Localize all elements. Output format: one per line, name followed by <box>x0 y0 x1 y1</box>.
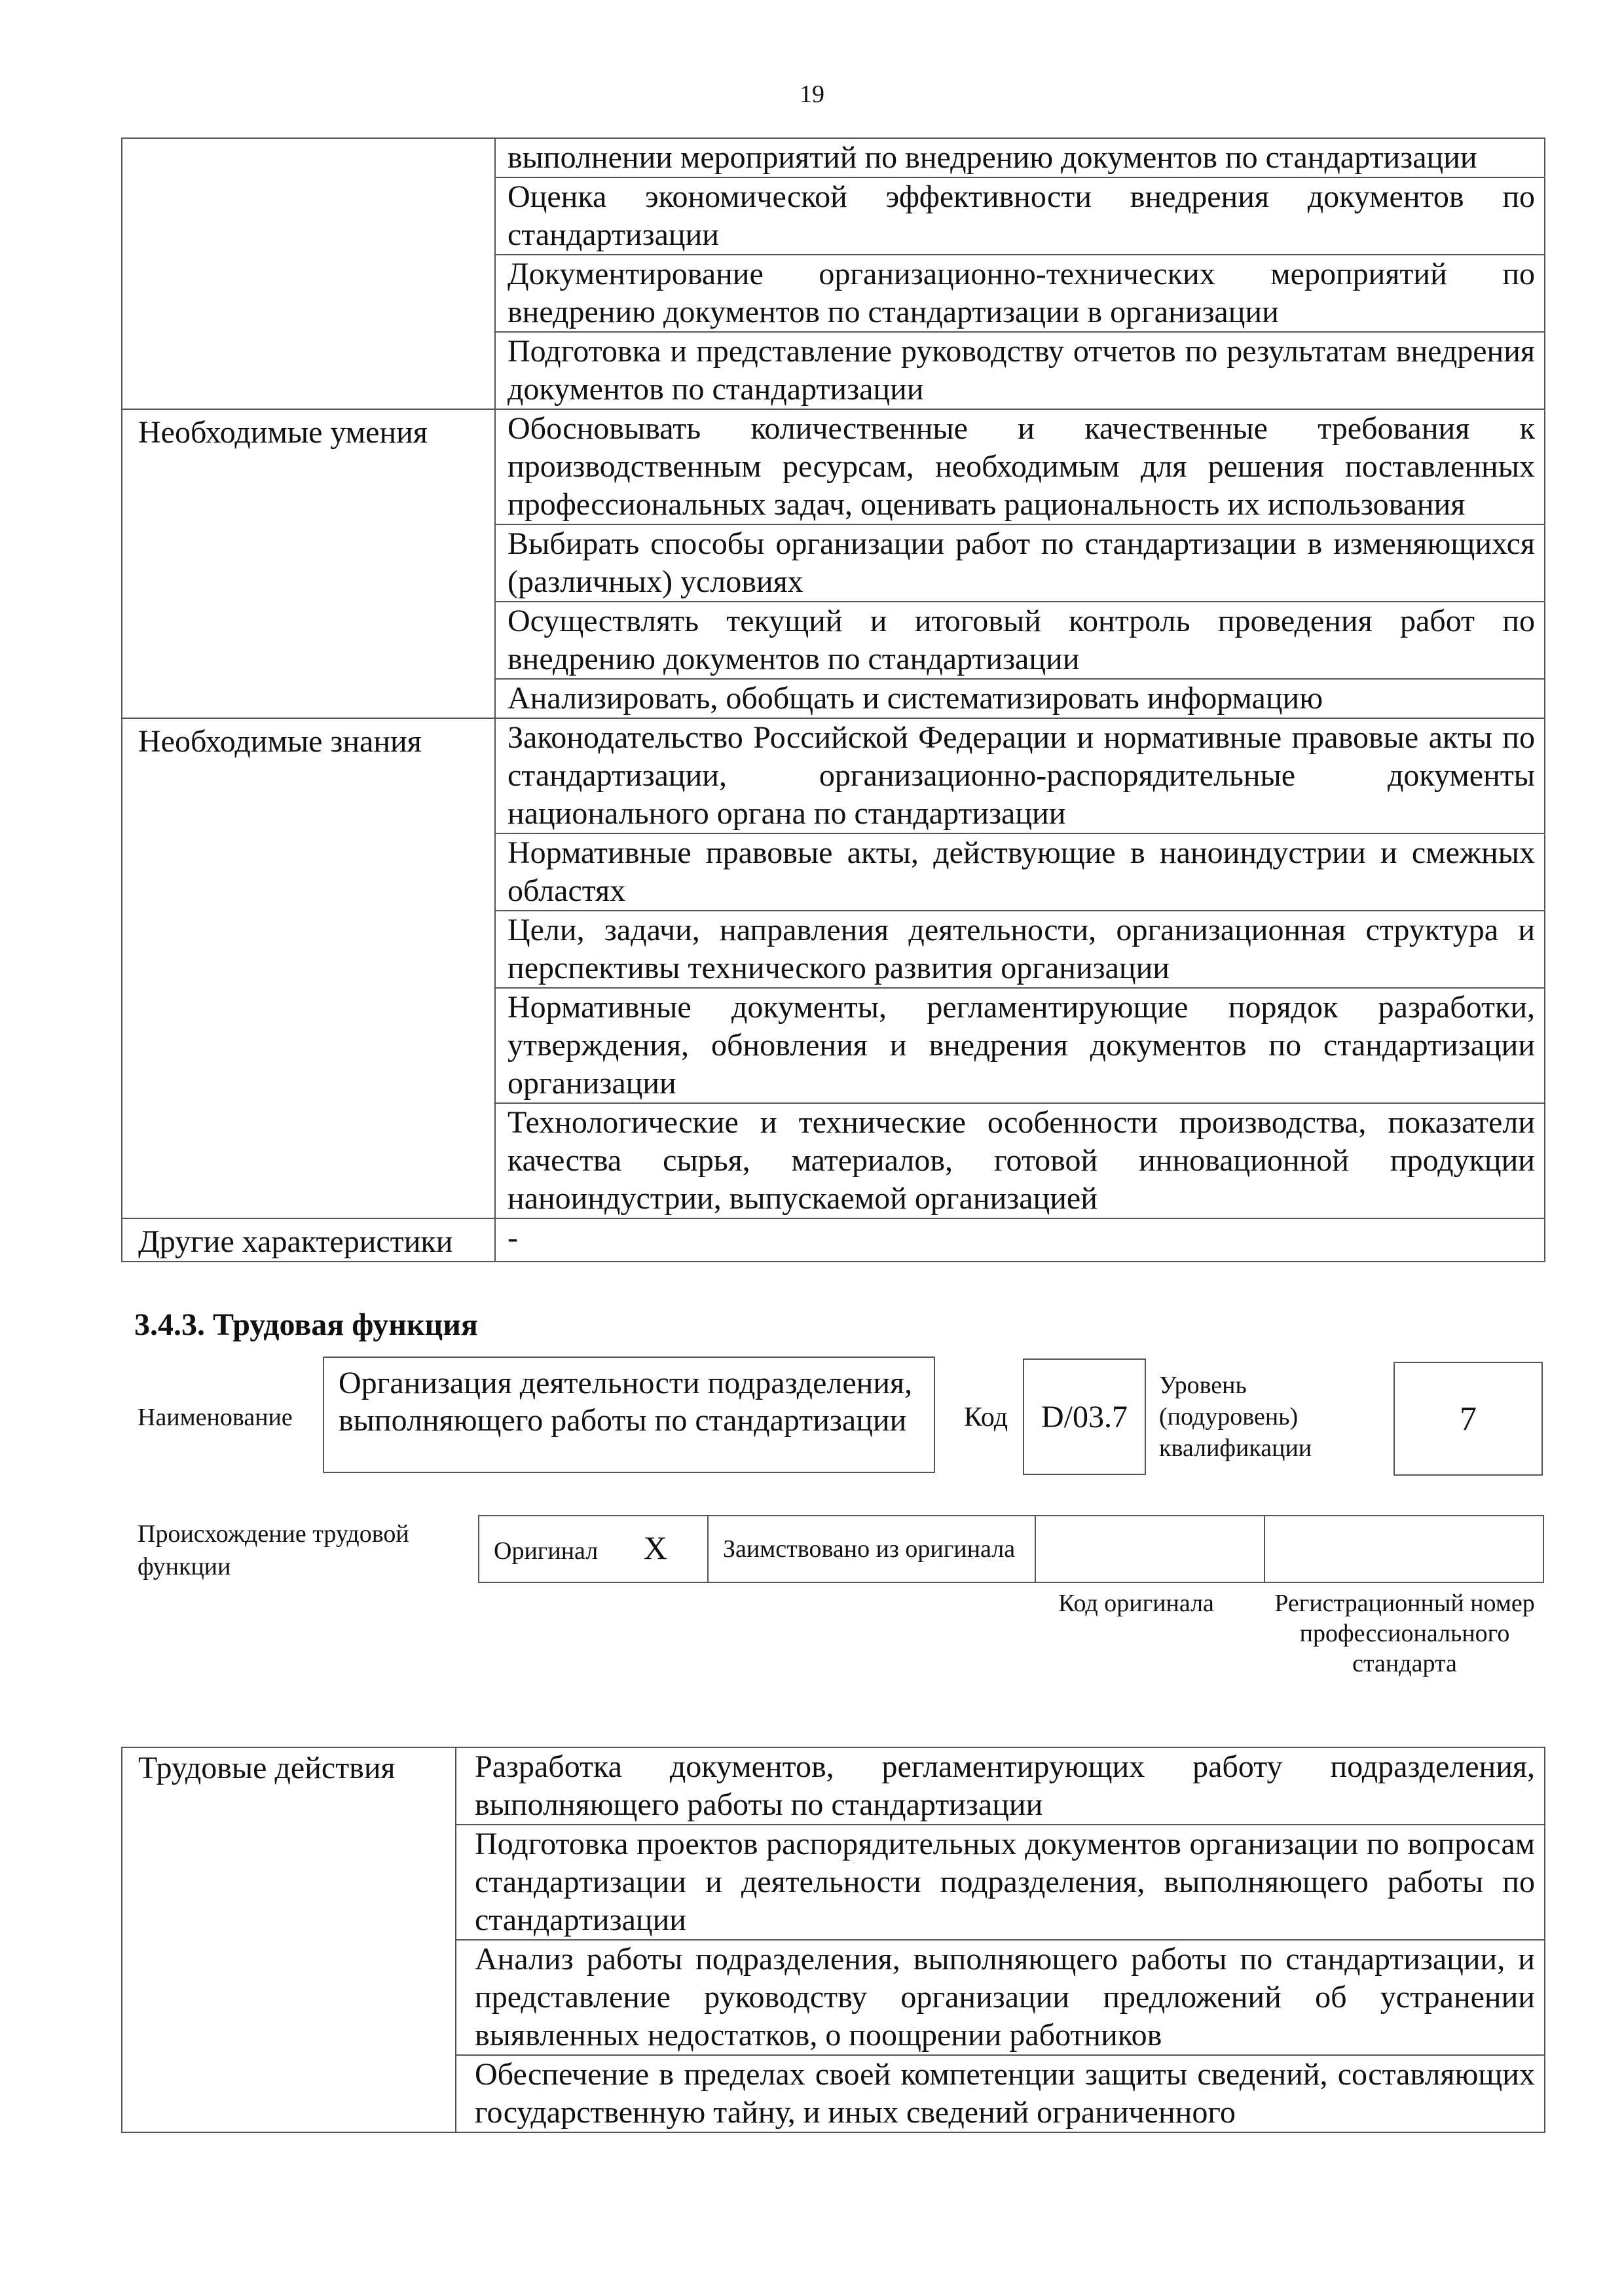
row-label-actions: Трудовые действия <box>122 1747 456 2132</box>
origin-label: Происхождение трудовой функции <box>138 1520 409 1580</box>
page-number: 19 <box>800 81 824 108</box>
borrowed-cell: Заимствовано из оригинала <box>708 1516 1035 1582</box>
code-label: Код <box>964 1402 1008 1432</box>
code-caption: Код оригинала <box>1058 1590 1214 1617</box>
level-box: 7 <box>1393 1362 1543 1476</box>
row-label-knowledge: Необходимые знания <box>122 718 495 1218</box>
reg-number-cell <box>1264 1516 1543 1582</box>
table-cell: - <box>495 1218 1545 1262</box>
original-mark: X <box>643 1529 667 1566</box>
row-label-skills: Необходимые умения <box>122 409 495 718</box>
table-cell: Обосновывать количественные и качественные требования к производственным ресурсам, необходимым для решения поставленных профессиональных задач, оценивать рациональность их использования <box>495 409 1545 524</box>
competency-table <box>121 137 1545 1262</box>
table-cell: Документирование организационно-технических мероприятий по внедрению документов по стандартизации в организации <box>495 255 1545 332</box>
table-row <box>122 409 1545 524</box>
code-box: D/03.7 <box>1023 1358 1146 1475</box>
table-cell: Нормативные документы, регламентирующие порядок разработки, утверждения, обновления и внедрения документов по стандартизации организации <box>495 988 1545 1103</box>
original-label: Оригинал <box>494 1537 599 1565</box>
name-label: Наименование <box>138 1404 293 1431</box>
table-cell: Анализ работы подразделения, выполняющего работы по стандартизации, и представление руководству организации предложений об устранении выявленных недостатков, о поощрении работников <box>456 1940 1545 2055</box>
actions-table <box>121 1747 1545 2133</box>
table-cell: Нормативные правовые акты, действующие в наноиндустрии и смежных областях <box>495 833 1545 911</box>
row-label-other: Другие характеристики <box>122 1218 495 1262</box>
table-cell: Осуществлять текущий и итоговый контроль проведения работ по внедрению документов по стандартизации <box>495 602 1545 679</box>
table-cell: Цели, задачи, направления деятельности, организационная структура и перспективы технического развития организации <box>495 911 1545 988</box>
table-cell: Законодательство Российской Федерации и нормативные правовые акты по стандартизации, организационно-распорядительные документы национального органа по стандартизации <box>495 718 1545 833</box>
table-cell: Подготовка проектов распорядительных документов организации по вопросам стандартизации и деятельности подразделения, выполняющего работы по стандартизации <box>456 1825 1545 1940</box>
origin-table <box>478 1515 1544 1583</box>
original-code-cell <box>1035 1516 1264 1582</box>
row-label <box>122 138 495 409</box>
section-heading: 3.4.3. Трудовая функция <box>134 1307 478 1342</box>
table-cell: Подготовка и представление руководству отчетов по результатам внедрения документов по стандартизации <box>495 332 1545 409</box>
original-cell <box>479 1516 708 1582</box>
table-cell: Технологические и технические особенности производства, показатели качества сырья, материалов, готовой инновационной продукции наноиндустрии, выпускаемой организацией <box>495 1103 1545 1218</box>
table-cell: Оценка экономической эффективности внедрения документов по стандартизации <box>495 177 1545 255</box>
table-cell: Разработка документов, регламентирующих работу подразделения, выполняющего работы по стандартизации <box>456 1747 1545 1825</box>
table-row <box>122 1218 1545 1262</box>
table-cell: Анализировать, обобщать и систематизировать информацию <box>495 679 1545 718</box>
table-cell: Выбирать способы организации работ по стандартизации в изменяющихся (различных) условиях <box>495 524 1545 602</box>
function-name-box: Организация деятельности подразделения, выполняющего работы по стандартизации <box>323 1357 935 1473</box>
table-row <box>122 1747 1545 1825</box>
table-cell: выполнении мероприятий по внедрению документов по стандартизации <box>495 138 1545 177</box>
table-row <box>122 718 1545 833</box>
level-label: Уровень (подуровень) квалификации <box>1159 1372 1312 1462</box>
table-cell: Обеспечение в пределах своей компетенции защиты сведений, составляющих государственную тайну, и иных сведений ограниченного <box>456 2055 1545 2132</box>
table-row <box>122 138 1545 177</box>
reg-caption: Регистрационный номер профессионального стандарта <box>1274 1590 1535 1677</box>
